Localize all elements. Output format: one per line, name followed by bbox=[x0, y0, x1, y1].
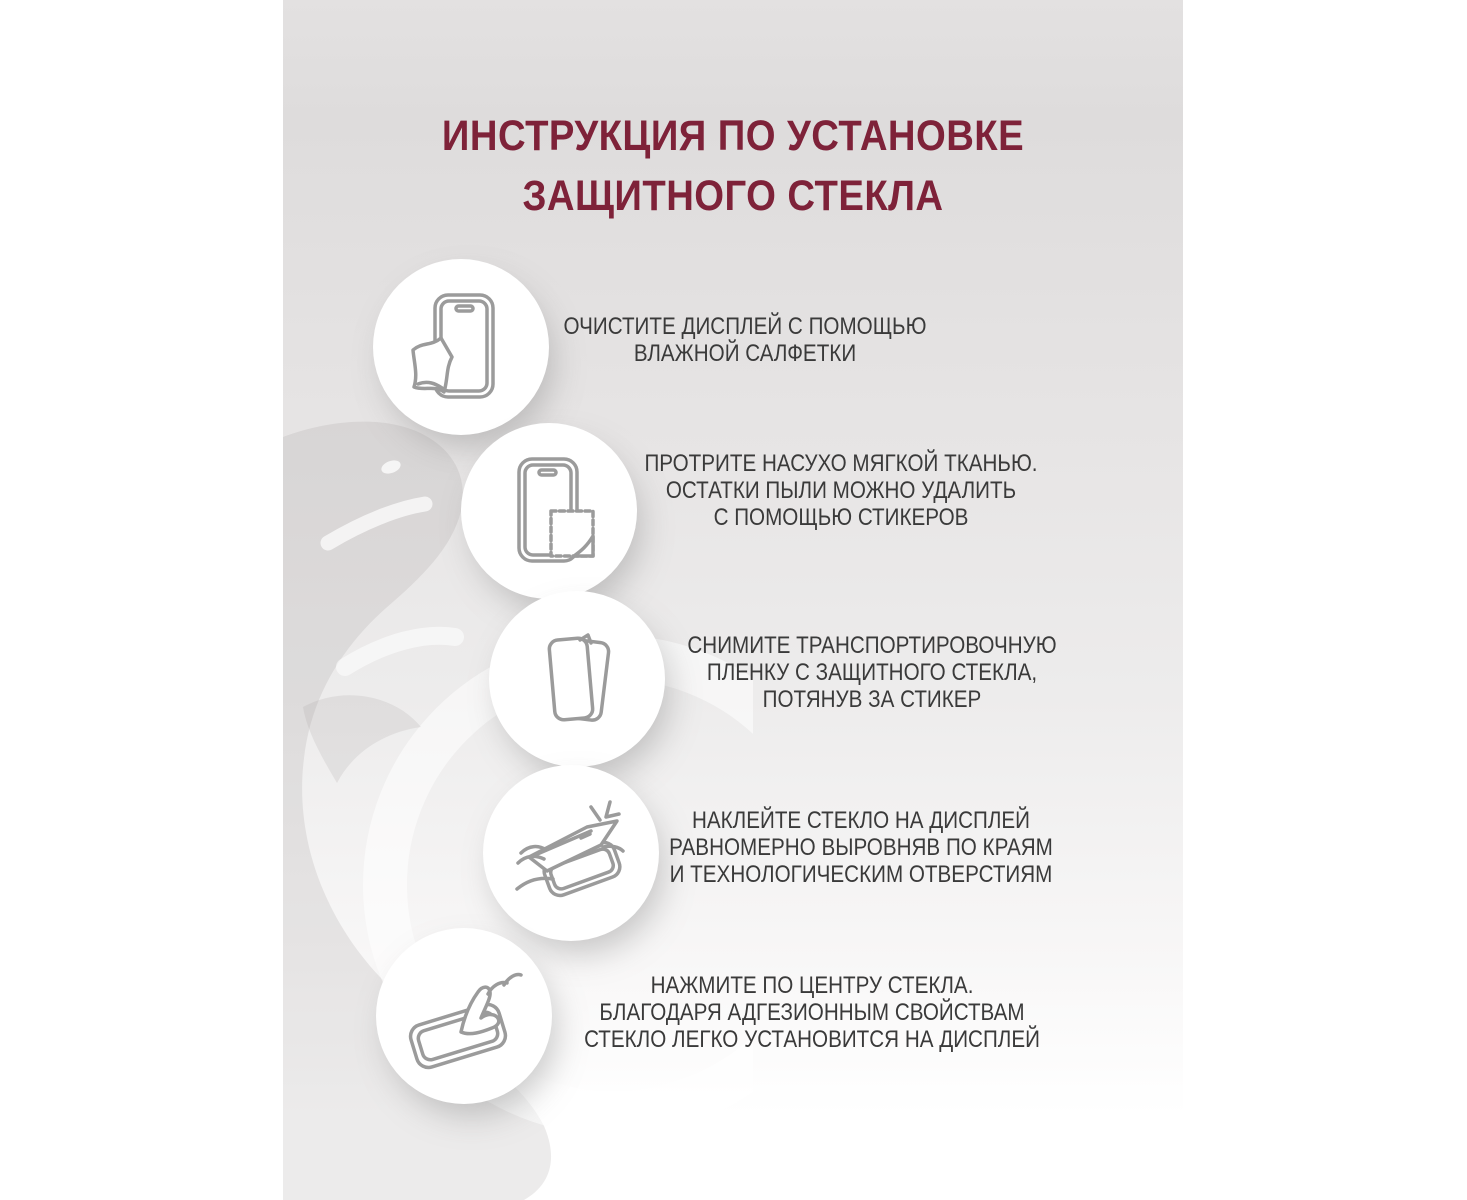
step-2-icon-circle bbox=[461, 423, 637, 599]
step-2-line-1: ПРОТРИТЕ НАСУХО МЯГКОЙ ТКАНЬЮ. bbox=[644, 450, 1038, 477]
instruction-poster bbox=[283, 0, 1183, 1200]
step-3-line-3: ПОТЯНУВ ЗА СТИКЕР bbox=[762, 686, 982, 713]
step-4-text bbox=[669, 807, 1053, 888]
phone-sticker-icon bbox=[489, 451, 609, 571]
film-peel-icon bbox=[517, 619, 637, 739]
step-2-line-2: ОСТАТКИ ПЫЛИ МОЖНО УДАЛИТЬ bbox=[665, 477, 1017, 504]
step-1-line-1: ОЧИСТИТЕ ДИСПЛЕЙ С ПОМОЩЬЮ bbox=[563, 313, 927, 340]
step-5-line-2: БЛАГОДАРЯ АДГЕЗИОННЫМ СВОЙСТВАМ bbox=[599, 999, 1025, 1026]
step-2-text bbox=[644, 450, 1037, 531]
page-title bbox=[283, 106, 1183, 226]
step-4-line-3: И ТЕХНОЛОГИЧЕСКИМ ОТВЕРСТИЯМ bbox=[669, 861, 1053, 888]
page-title-line-1: ИНСТРУКЦИЯ ПО УСТАНОВКЕ bbox=[441, 112, 1025, 160]
step-4-line-1: НАКЛЕЙТЕ СТЕКЛО НА ДИСПЛЕЙ bbox=[691, 807, 1031, 834]
step-1-icon-circle bbox=[373, 259, 549, 435]
step-3-icon-circle bbox=[489, 591, 665, 767]
step-2-line-3: С ПОМОЩЬЮ СТИКЕРОВ bbox=[713, 504, 969, 531]
step-3-line-2: ПЛЕНКУ С ЗАЩИТНОГО СТЕКЛА, bbox=[706, 659, 1038, 686]
step-3-text bbox=[687, 632, 1056, 713]
step-1-line-2: ВЛАЖНОЙ САЛФЕТКИ bbox=[633, 340, 857, 367]
step-5-line-1: НАЖМИТЕ ПО ЦЕНТРУ СТЕКЛА. bbox=[650, 972, 974, 999]
step-5-text bbox=[584, 972, 1040, 1053]
step-5-line-3: СТЕКЛО ЛЕГКО УСТАНОВИТСЯ НА ДИСПЛЕЙ bbox=[584, 1026, 1040, 1053]
step-4-line-2: РАВНОМЕРНО ВЫРОВНЯВ ПО КРАЯМ bbox=[669, 834, 1053, 861]
step-5-icon-circle bbox=[376, 928, 552, 1104]
step-3-line-1: СНИМИТЕ ТРАНСПОРТИРОВОЧНУЮ bbox=[687, 632, 1057, 659]
step-1-text bbox=[564, 313, 927, 367]
page-title-line-2: ЗАЩИТНОГО СТЕКЛА bbox=[522, 172, 944, 220]
align-glass-icon bbox=[511, 793, 631, 913]
phone-wipe-icon bbox=[401, 287, 521, 407]
step-4-icon-circle bbox=[483, 765, 659, 941]
press-glass-icon bbox=[404, 956, 524, 1076]
